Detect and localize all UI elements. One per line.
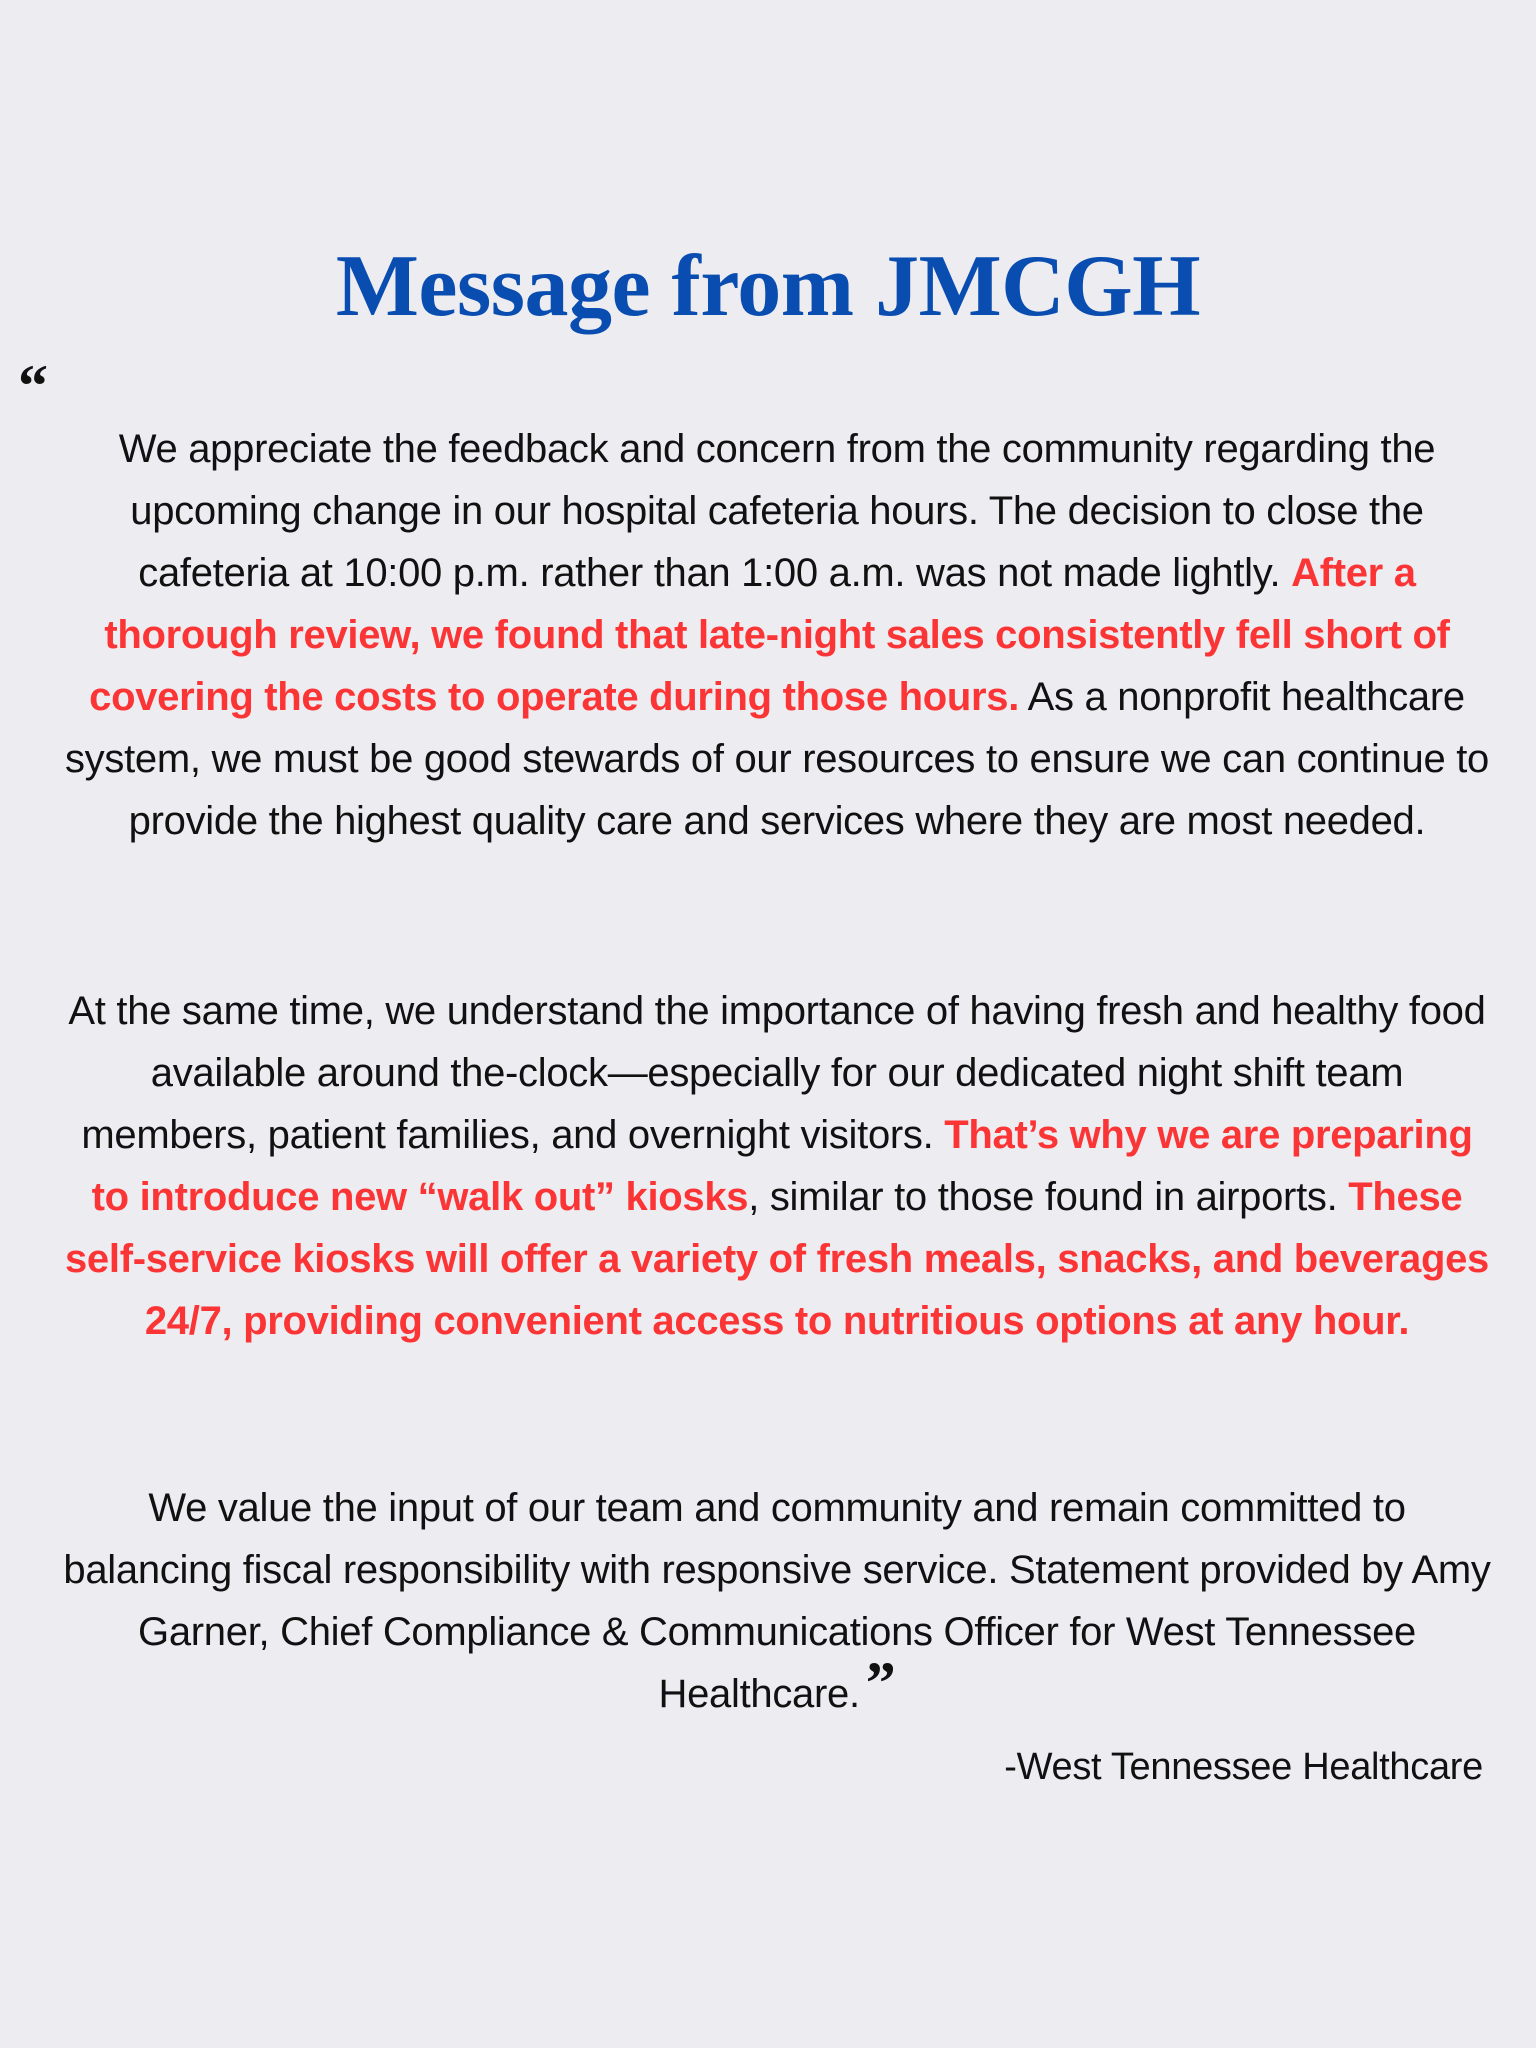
paragraph-1-text: We appreciate the feedback and concern from the community regarding the upcoming change in our hospital cafeteria hours. The decision to close the cafeteria at 10:00 p.m. rather than 1:00 a.m. was not made lightly. (118, 427, 1436, 595)
paragraph-3-text: We value the input of our team and community and remain committed to balancing fiscal responsibility with responsive service. Statement provided by Amy Garner, Chief Compliance & Communications Officer for West Tennessee Healthcare. (63, 1486, 1491, 1716)
paragraph-2 (60, 980, 1494, 1352)
paragraph-3 (60, 1477, 1494, 1725)
paragraph-1 (60, 418, 1494, 852)
close-quote-icon: ” (865, 1650, 896, 1716)
open-quote-icon: “ (18, 353, 48, 419)
paragraph-1-highlight: After a thorough review, we found that late-night sales consistently fell short of covering the costs to operate during those hours. (89, 551, 1450, 719)
paragraph-1-text-end: As a nonprofit healthcare system, we must be good stewards of our resources to ensure we can continue to provide the highest quality care and services where they are most needed. (64, 675, 1489, 843)
signature: -West Tennessee Healthcare (1004, 1746, 1483, 1788)
page-title: Message from JMCGH (335, 237, 1201, 335)
paragraph-2-text: At the same time, we understand the importance of having fresh and healthy food available around the-clock—especially for our dedicated night shift team members, patient families, and overnight visitors. (68, 989, 1486, 1157)
paragraph-2-highlight-kiosks: That’s why we are preparing to introduce new “walk out” kiosks (91, 1113, 1473, 1219)
paragraph-2-highlight-offer: These self-service kiosks will offer a variety of fresh meals, snacks, and beverages 24/7, providing convenient access to nutritious options at any hour. (64, 1175, 1489, 1343)
paragraph-2-text-mid: , similar to those found in airports. (748, 1175, 1349, 1219)
